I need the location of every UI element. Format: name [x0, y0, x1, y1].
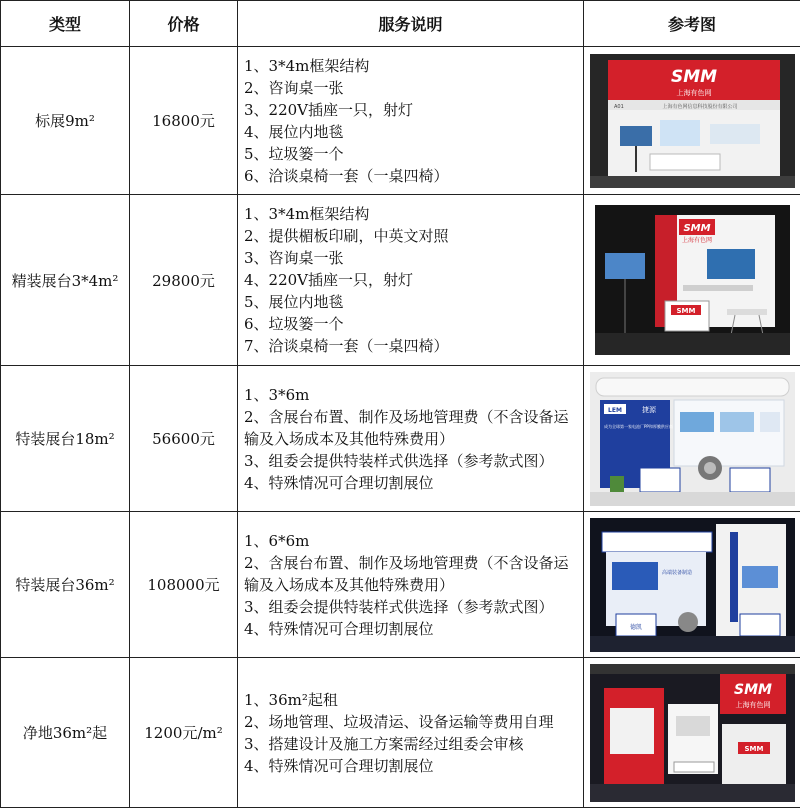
- service-item: 1、36m²起租: [244, 690, 338, 709]
- reference-image-cell: [584, 47, 800, 195]
- booth-type: 特装展台18m²: [1, 366, 130, 512]
- panel-text: 成为全球第一家电池厂PP和厚膜供应商: [603, 423, 673, 429]
- header-type: 类型: [1, 1, 130, 47]
- header-price: 价格: [130, 1, 238, 47]
- service-item: 4、特殊情况可合理切割展位: [244, 619, 434, 638]
- service-item: 3、220V插座一只，射灯: [244, 100, 414, 119]
- service-item: 3、咨询桌一张: [244, 249, 344, 267]
- service-item: 5、垃圾篓一个: [244, 144, 344, 163]
- deluxe-booth-photo: [595, 205, 790, 355]
- header-reference: 参考图: [584, 1, 800, 47]
- booth-signage-sub: 上海有色网: [676, 88, 711, 97]
- service-item: 4、展位内地毯: [244, 122, 344, 141]
- brand-logo: LEM: [607, 406, 622, 414]
- service-list: [238, 195, 584, 366]
- custom-booth-18-render: [590, 372, 795, 506]
- service-list: [238, 47, 584, 195]
- service-item: 4、特殊情况可合理切割展位: [244, 756, 434, 775]
- panel-text: 高端装备制造: [661, 569, 692, 576]
- table-row: [1, 47, 800, 195]
- service-item: 2、含展台布置、制作及场地管理费（不含设备运输及入场成本及其他特殊费用）: [244, 553, 569, 594]
- service-item: 1、6*6m: [244, 531, 310, 550]
- service-item: 7、洽谈桌椅一套（一桌四椅）: [244, 337, 449, 355]
- booth-signage: SMM: [733, 681, 772, 698]
- booth-number: A01: [613, 103, 624, 110]
- header-services: 服务说明: [238, 1, 584, 47]
- brand-name: 捷源: [641, 405, 656, 414]
- reference-image-cell: [584, 195, 800, 366]
- side-logo: SMM: [744, 744, 763, 753]
- booth-price: 16800元: [130, 47, 238, 195]
- service-item: 4、220V插座一只，射灯: [244, 271, 414, 289]
- table-row: [1, 195, 800, 366]
- brand-logo: 德凯: [629, 623, 642, 631]
- service-item: 3、搭建设计及施工方案需经过组委会审核: [244, 734, 524, 753]
- custom-booth-36-render: [590, 518, 795, 652]
- booth-signage: SMM: [682, 223, 711, 234]
- service-item: 3、组委会提供特装样式供选择（参考款式图）: [244, 597, 554, 616]
- booth-signage: SMM: [670, 66, 717, 87]
- booth-type: 精装展台3*4m²: [1, 195, 130, 366]
- booth-price: 108000元: [130, 512, 238, 658]
- service-item: 4、特殊情况可合理切割展位: [244, 473, 434, 492]
- reference-image-cell: [584, 512, 800, 658]
- service-item: 2、含展台布置、制作及场地管理费（不含设备运输及入场成本及其他特殊费用）: [244, 407, 569, 448]
- standard-booth-photo: [590, 54, 795, 188]
- table-row: [1, 366, 800, 512]
- booth-price: 29800元: [130, 195, 238, 366]
- service-item: 1、3*6m: [244, 385, 310, 404]
- booth-type: 标展9m²: [1, 47, 130, 195]
- space-only-booth-photo: [590, 664, 795, 802]
- table-row: [1, 658, 800, 808]
- service-item: 3、组委会提供特装样式供选择（参考款式图）: [244, 451, 554, 470]
- service-item: 6、垃圾篓一个: [244, 315, 344, 333]
- service-item: 2、提供楣板印刷，中英文对照: [244, 227, 449, 245]
- service-item: 2、咨询桌一张: [244, 78, 344, 97]
- reference-image-cell: [584, 658, 800, 808]
- service-list: [238, 658, 584, 808]
- booth-type: 特装展台36m²: [1, 512, 130, 658]
- service-list: [238, 512, 584, 658]
- booth-price: 1200元/m²: [130, 658, 238, 808]
- reference-image-cell: [584, 366, 800, 512]
- booth-type: 净地36m²起: [1, 658, 130, 808]
- booth-price: 56600元: [130, 366, 238, 512]
- service-item: 5、展位内地毯: [244, 293, 344, 311]
- desk-logo: SMM: [676, 307, 695, 315]
- table-row: [1, 512, 800, 658]
- service-item: 1、3*4m框架结构: [244, 205, 370, 223]
- service-item: 6、洽谈桌椅一套（一桌四椅）: [244, 166, 449, 185]
- header-row: [1, 1, 800, 47]
- service-item: 1、3*4m框架结构: [244, 56, 370, 75]
- service-list: [238, 366, 584, 512]
- booth-signage-sub: 上海有色网: [681, 237, 712, 244]
- booth-fascia: 上海有色网信息科技股份有限公司: [661, 103, 738, 110]
- booth-signage-sub: 上海有色网: [735, 700, 770, 709]
- service-item: 2、场地管理、垃圾清运、设备运输等费用自理: [244, 712, 554, 731]
